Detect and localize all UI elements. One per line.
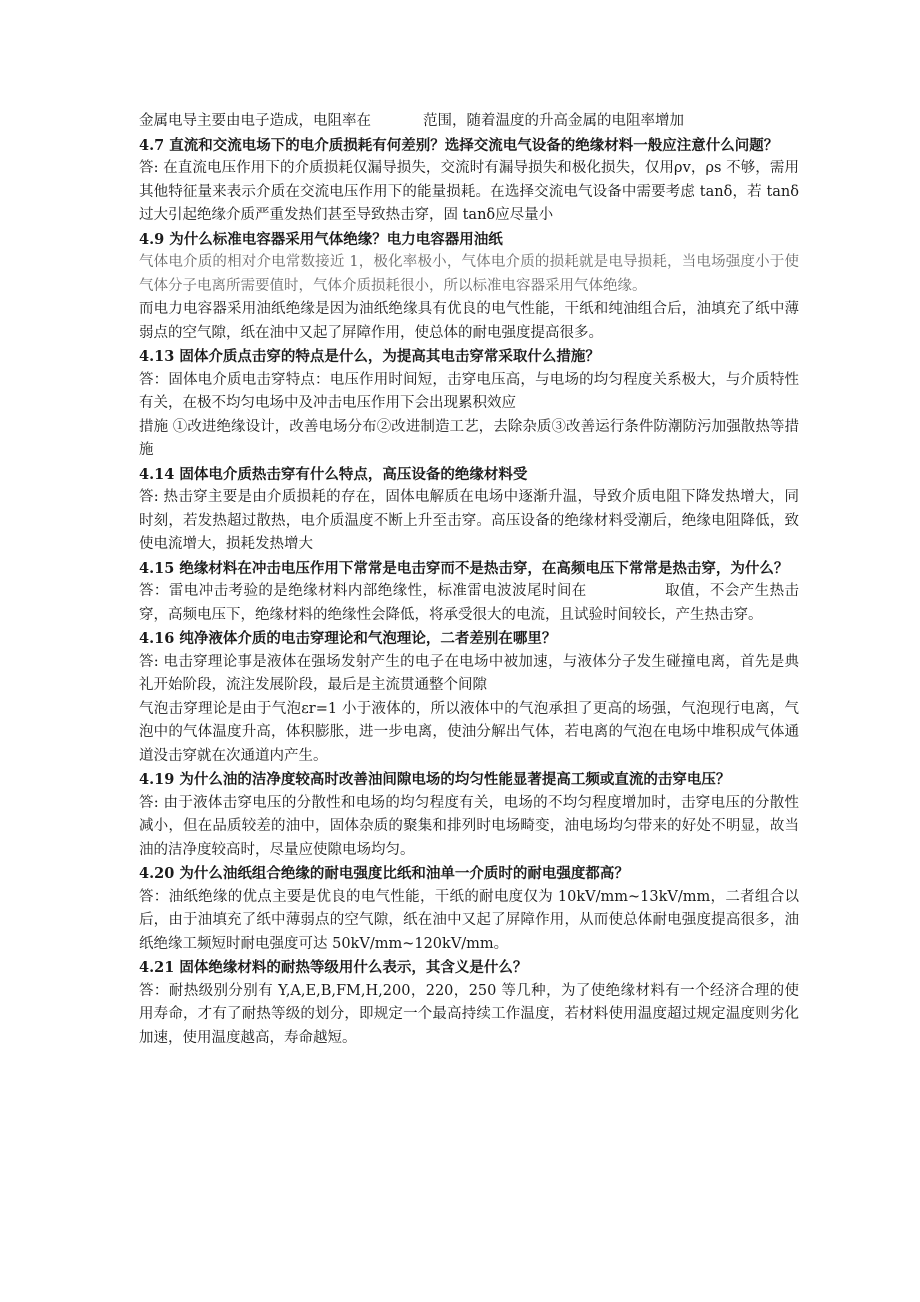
question-4-20: 4.20 为什么油纸组合绝缘的耐电强度比纸和油单一介质时的耐电强度都高？ — [139, 865, 629, 882]
answer-4-15 — [139, 580, 799, 627]
answer-4-16-part1: 答: 电击穿理论事是液体在强场发射产生的电子在电场中被加速，与液体分子发生碰撞电离，首先是典礼开始阶段，流注发展阶段，最后是主流贯通整个间隙 — [139, 653, 799, 693]
answer-4-15-text-a: 答：雷电冲击考验的是绝缘材料内部绝缘性，标准雷电波波尾时间在 — [139, 583, 587, 599]
answer-4-9-part2: 而电力电容器采用油纸绝缘是因为油纸绝缘具有优良的电气性能，干纸和纯油组合后，油填充了纸中薄弱点的空气隙，纸在油中又起了屏障作用，使总体的耐电强度提高很多。 — [139, 301, 799, 341]
answer-4-13-part2: 措施 ①改进绝缘设计，改善电场分布②改进制造工艺，去除杂质③改善运行条件防潮防污加强散热等措施 — [139, 418, 799, 458]
answer-4-20: 答：油纸绝缘的优点主要是优良的电气性能，干纸的耐电度仅为 10kV/mm~13kV/mm，二者组合以后，由于油填充了纸中薄弱点的空气隙，纸在油中又起了屏障作用，从而使总体耐电强度提高很多，油纸绝缘工频短时耐电强度可达 50kV/mm~120kV/mm。 — [139, 888, 799, 952]
answer-4-21: 答：耐热级别分别有 Y,A,E,B,FM,H,200，220，250 等几种，为了使绝缘材料有一个经济合理的使用寿命，才有了耐热等级的划分，即规定一个最高持续工作温度，若材料使用温度超过规定温度则劣化加速，使用温度越高，寿命越短。 — [139, 982, 799, 1046]
answer-4-7: 答: 在直流电压作用下的介质损耗仅漏导损失，交流时有漏导损失和极化损失，仅用ρv，ρs 不够，需用其他特征量来表示介质在交流电压作用下的能量损耗。在选择交流电气设备中需要考虑 tanδ，若 tanδ过大引起绝缘介质严重发热们甚至导致热击穿，固 tanδ应尽量小 — [139, 160, 800, 223]
intro-line — [139, 110, 799, 134]
question-4-15: 4.15 绝缘材料在冲击电压作用下常常是电击穿而不是热击穿，在高频电压下常常是热击穿，为什么？ — [139, 559, 789, 577]
question-4-21: 4.21 固体绝缘材料的耐热等级用什么表示，其含义是什么？ — [139, 959, 528, 976]
question-4-16: 4.16 纯净液体介质的电击穿理论和气泡理论，二者差别在哪里？ — [139, 630, 557, 647]
answer-4-9-part1: 气体电介质的相对介电常数接近 1，极化率极小，气体电介质的损耗就是电导损耗，当电场强度小于使气体分子电离所需要值时，气体介质损耗很小，所以标准电容器采用气体绝缘。 — [139, 254, 799, 294]
answer-4-13-part1: 答：固体电介质电击穿特点：电压作用时间短，击穿电压高，与电场的均匀程度关系极大，与介质特性有关，在极不均匀电场中及冲击电压作用下会出现累积效应 — [139, 371, 799, 411]
question-4-19: 4.19 为什么油的洁净度较高时改善油间隙电场的均匀性能显著提高工频或直流的击穿电压？ — [139, 771, 731, 788]
intro-text-a: 金属电导主要由电子造成，电阻率在 — [139, 113, 371, 129]
question-4-13: 4.13 固体介质点击穿的特点是什么，为提高其电击穿常采取什么措施？ — [139, 348, 600, 365]
answer-4-14: 答: 热击穿主要是由介质损耗的存在，固体电解质在电场中逐渐升温，导致介质电阻下降发热增大，同时刻，若发热超过散热，电介质温度不断上升至击穿。高压设备的绝缘材料受潮后，绝缘电阻降低，致使电流增大，损耗发热增大 — [139, 489, 799, 552]
question-4-7: 4.7 直流和交流电场下的电介质损耗有何差别？选择交流电气设备的绝缘材料一般应注意什么问题？ — [139, 136, 779, 154]
question-4-9: 4.9 为什么标准电容器采用气体绝缘？电力电容器用油纸 — [139, 230, 503, 248]
answer-4-16-part2: 气泡击穿理论是由于气泡εr=1 小于液体的，所以液体中的气泡承担了更高的场强，气泡现行电离，气泡中的气体温度升高，体积膨胀，进一步电离，使油分解出气体，若电离的气泡在电场中堆积成气体通道没击穿就在次通道内产生。 — [139, 700, 799, 764]
answer-4-19: 答: 由于液体击穿电压的分散性和电场的均匀程度有关，电场的不均匀程度增加时，击穿电压的分散性减小，但在品质较差的油中，固体杂质的聚集和排列时电场畸变，油电场均匀带来的好处不明显，故当油的洁净度较高时，尽量应使隙电场均匀。 — [139, 794, 799, 858]
document-body — [139, 110, 799, 1050]
answer-4-15-text-b: 取值，不会产生热击穿，高频电压下，绝缘材料的绝缘性会降低，将承受很大的电流，且试验时间较长，产生热击穿。 — [139, 583, 800, 623]
intro-text-b: 范围，随着温度的升高金属的电阻率增加 — [423, 113, 684, 129]
question-4-14: 4.14 固体电介质热击穿有什么特点，高压设备的绝缘材料受 — [139, 465, 528, 483]
